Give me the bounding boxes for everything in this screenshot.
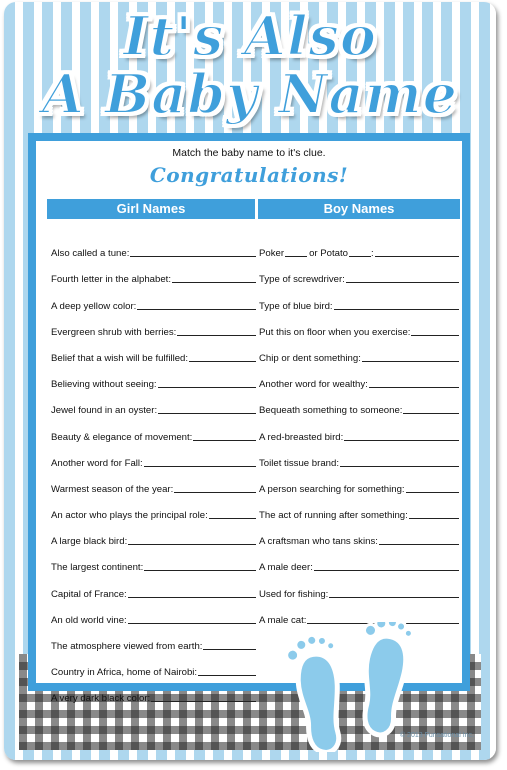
clue-text: Capital of France: <box>51 588 127 600</box>
answer-line[interactable] <box>174 491 256 493</box>
girl-clue-item <box>51 626 256 652</box>
boy-clue-item <box>259 285 459 311</box>
answer-line[interactable] <box>375 255 459 257</box>
clue-text: A craftsman who tans skins: <box>259 536 378 548</box>
clue-text: Beauty & elegance of movement: <box>51 431 193 443</box>
clue-text: A very dark black color: <box>51 693 151 705</box>
title-line-2: A Baby Name <box>41 62 459 126</box>
copyright-text: © 2013 Funsational Inc. <box>399 732 474 739</box>
girl-clue-item <box>51 600 256 626</box>
girl-clue-item <box>51 678 256 704</box>
answer-line[interactable] <box>209 517 256 519</box>
baby-foot-icon <box>354 622 414 737</box>
game-card <box>4 2 496 760</box>
instructions: Match the baby name to it's clue. <box>172 147 326 159</box>
boy-clue-item <box>259 547 459 573</box>
boy-clue-item <box>259 259 459 285</box>
answer-line[interactable] <box>406 491 459 493</box>
clue-text: Poker <box>259 248 285 260</box>
boy-clue-item <box>259 364 459 390</box>
clue-text: A person searching for something: <box>259 483 405 495</box>
answer-line[interactable] <box>151 700 256 702</box>
clue-text: Toilet tissue brand: <box>259 457 339 469</box>
boy-names-header: Boy Names <box>258 199 460 219</box>
clue-text: Warmest season of the year: <box>51 483 174 495</box>
girl-clue-item <box>51 547 256 573</box>
clue-text: or Potato <box>309 248 348 260</box>
girl-clue-item <box>51 443 256 469</box>
boy-clue-item <box>259 416 459 442</box>
clue-text: A red-breasted bird: <box>259 431 344 443</box>
answer-line[interactable] <box>403 412 459 414</box>
boy-clue-item <box>259 312 459 338</box>
clue-text: Also called a tune: <box>51 248 130 260</box>
title-line-1: It's Also <box>123 4 377 68</box>
clue-text: Jewel found in an oyster: <box>51 405 158 417</box>
answer-line[interactable] <box>329 596 459 598</box>
clue-text: Evergreen shrub with berries: <box>51 326 177 338</box>
answer-line[interactable] <box>344 439 459 441</box>
answer-line[interactable] <box>362 360 459 362</box>
answer-line[interactable] <box>349 255 371 257</box>
answer-line[interactable] <box>177 334 256 336</box>
girl-clue-item <box>51 259 256 285</box>
baby-foot-icon <box>284 632 349 752</box>
answer-line[interactable] <box>203 648 256 650</box>
clue-text: The largest continent: <box>51 562 144 574</box>
girl-clue-item <box>51 338 256 364</box>
clue-text: An old world vine: <box>51 614 127 626</box>
girl-clue-list <box>51 233 256 704</box>
girl-clue-item <box>51 233 256 259</box>
boy-clue-item <box>259 469 459 495</box>
boy-clue-item <box>259 521 459 547</box>
answer-line[interactable] <box>189 360 256 362</box>
answer-line[interactable] <box>285 255 307 257</box>
clue-text: Belief that a wish will be fulfilled: <box>51 352 189 364</box>
clue-text: Another word for wealthy: <box>259 379 368 391</box>
clue-text: Put this on floor when you exercise: <box>259 326 411 338</box>
clue-text: Type of screwdriver: <box>259 274 345 286</box>
clue-text: Used for fishing: <box>259 588 329 600</box>
girl-clue-item <box>51 312 256 338</box>
clue-text: A large black bird: <box>51 536 128 548</box>
clue-text: Another word for Fall: <box>51 457 143 469</box>
congrats-heading: Congratulations! <box>149 163 349 187</box>
answer-line[interactable] <box>128 596 256 598</box>
clue-text: A male deer: <box>259 562 313 574</box>
answer-line[interactable] <box>198 674 256 676</box>
clue-text: Country in Africa, home of Nairobi: <box>51 667 198 679</box>
clue-text: Chip or dent something: <box>259 352 361 364</box>
girl-clue-item <box>51 652 256 678</box>
answer-line[interactable] <box>409 517 459 519</box>
girl-clue-item <box>51 573 256 599</box>
boy-clue-item <box>259 443 459 469</box>
clue-text: An actor who plays the principal role: <box>51 510 208 522</box>
boy-clue-item <box>259 390 459 416</box>
answer-line[interactable] <box>346 281 459 283</box>
girl-names-header: Girl Names <box>47 199 255 219</box>
clue-text: Fourth letter in the alphabet: <box>51 274 171 286</box>
answer-line[interactable] <box>314 569 459 571</box>
clue-text: The act of running after something: <box>259 510 408 522</box>
answer-line[interactable] <box>193 439 256 441</box>
answer-line[interactable] <box>172 281 256 283</box>
boy-clue-item <box>259 338 459 364</box>
clue-text: A deep yellow color: <box>51 300 137 312</box>
clue-text: The atmosphere viewed from earth: <box>51 641 203 652</box>
boy-clue-item <box>259 573 459 599</box>
answer-line[interactable] <box>144 569 256 571</box>
clue-text: : <box>371 248 374 260</box>
girl-clue-item <box>51 364 256 390</box>
answer-line[interactable] <box>130 255 256 257</box>
clue-text: A male cat: <box>259 614 307 626</box>
clue-text: Believing without seeing: <box>51 379 157 391</box>
answer-line[interactable] <box>334 308 459 310</box>
clue-text: Type of blue bird: <box>259 300 333 312</box>
answer-line[interactable] <box>137 308 256 310</box>
answer-line[interactable] <box>369 386 459 388</box>
answer-line[interactable] <box>340 465 459 467</box>
answer-line[interactable] <box>128 622 256 624</box>
girl-clue-item <box>51 521 256 547</box>
boy-clue-item <box>259 495 459 521</box>
answer-line[interactable] <box>128 543 256 545</box>
answer-line[interactable] <box>144 465 256 467</box>
answer-line[interactable] <box>379 543 459 545</box>
answer-line[interactable] <box>158 386 256 388</box>
girl-clue-item <box>51 285 256 311</box>
page-title <box>4 6 496 124</box>
game-panel <box>28 133 470 705</box>
answer-line[interactable] <box>158 412 256 414</box>
clue-text: Bequeath something to someone: <box>259 405 403 417</box>
girl-clue-item <box>51 416 256 442</box>
boy-clue-item <box>259 233 459 259</box>
girl-clue-item <box>51 495 256 521</box>
girl-clue-item <box>51 390 256 416</box>
boy-clue-list <box>259 233 459 626</box>
girl-clue-item <box>51 469 256 495</box>
answer-line[interactable] <box>411 334 459 336</box>
